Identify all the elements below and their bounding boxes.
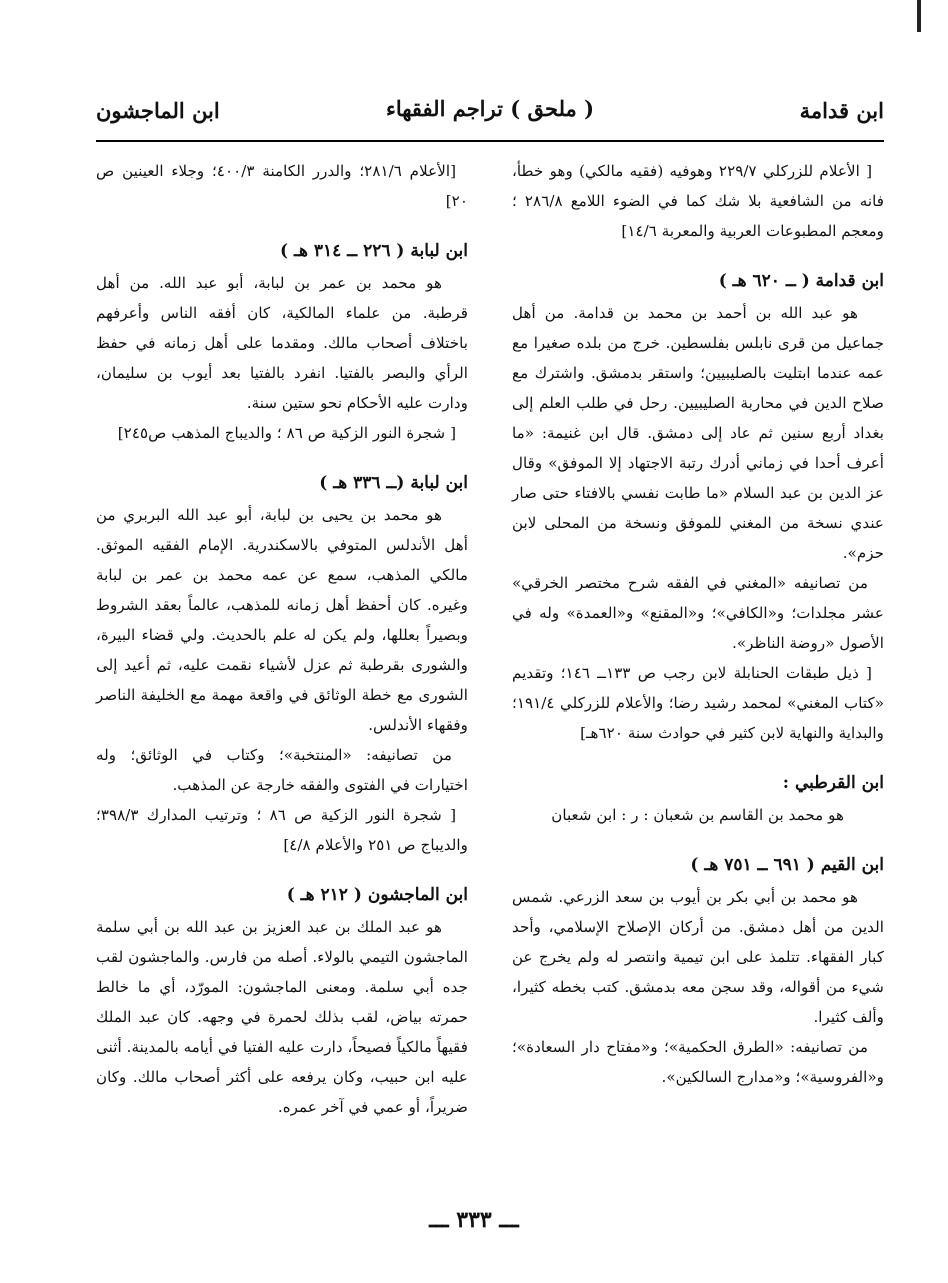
header-left-title: ابن الماجشون [96,98,220,123]
biography-paragraph: هو محمد بن يحيى بن لبابة، أبو عبد الله البربري من أهل الأندلس المتوفي بالاسكندرية. الإمام الفقيه الموثق. مالكي المذهب، سمع عن عمه محمد بن عمر بن لبابة وغيره. كان أحفظ أهل زمانه للمذهب، عالماً بعقد الشروط وبصيراً بعللها، ولم يكن له علم بالحديث. ولي قضاء البيرة، والشورى بقرطبة ثم عزل لأشياء نقمت عليه، ثم أعيد إلى الشورى مع خطة الوثائق في واقعة مهمة مع الخليفة الناصر وفقهاء الأندلس. [96,506,468,734]
entry-title: ابن القيم ( ٦٩١ ــ ٧٥١ هـ ) [690,855,884,875]
biography-paragraph: هو عبد الملك بن عبد العزيز بن عبد الله بن أبي سلمة الماجشون التيمي بالولاء. أصله من فارس. والماجشون لقب جده أبي سلمة. ومعنى الماجشون: المورّد، أي ما خالط حمرته بياض، لقب بذلك لحمرة في وجهه. كان عبد الملك فقيهاً مالكياً فصيحاً، دارت عليه الفتيا في أيامه بالمدينة. أثنى عليه ابن حبيب، وكان يرفعه على أكثر أصحاب مالك. وكان ضريراً، أو عمي في آخر عمره. [96,918,468,1116]
biography-paragraph: هو عبد الله بن أحمد بن محمد بن قدامة. من أهل جماعيل من قرى نابلس بفلسطين. خرج من بلده صغيرا مع عمه عندما ابتليت بالصليبيين؛ واستقر بدمشق. واشترك مع صلاح الدين في محاربة الصليبيين. رحل في طلب العلم إلى بغداد أربع سنين ثم عاد إلى دمشق. قال ابن غنيمة: «ما أعرف أحدا في زماني أدرك رتبة الاجتهاد إلا الموفق» وقال عز الدين بن عبد السلام «ما طابت نفسي بالافتاء حتى صار عندي نسخة من المغني للموفق ونسخة من المحلى لابن حزم». [512,304,884,562]
cross-reference: هو محمد بن القاسم بن شعبان : ر : ابن شعبان [551,806,844,824]
entry-title: ابن لبابة (ــ ٣٣٦ هـ ) [319,473,468,493]
reference-text: [ الأعلام للزركلي ٢٢٩/٧ وهوفيه (فقيه مالكي) وهو خطأ، فانه من الشافعية بلا شك كما في الضوء اللامع ٢٨٦/٨ ؛ ومعجم المطبوعات العربية والمعربة ١٤/٦] [512,162,884,240]
header-right-title: ابن قدامة [799,98,884,123]
header-divider [96,140,884,142]
entry-ibn-al-majishun [96,878,468,1122]
biography-paragraph: هو محمد بن عمر بن لبابة، أبو عبد الله. من أهل قرطبة. من علماء المالكية، كان أفقه الناس وأعرفهم باختلاف أصحاب مالك. ومقدما على أهل زمانه في حفظ الرأي والبصر بالفتيا. انفرد بالفتيا بعد أيوب بن سليمان، ودارت عليه الأحكام نحو ستين سنة. [96,274,468,412]
reference-text: [الأعلام ٢٨١/٦؛ والدرر الكامنة ٤٠٠/٣؛ وجلاء العينين ص ٢٠] [96,162,468,210]
header-center-title: ( ملحق ) تراجم الفقهاء [385,96,595,121]
entry-ibn-lubaba-1 [96,234,468,448]
left-column [96,156,468,1140]
entry-prev-ref [96,156,468,216]
scan-mark [917,0,921,32]
entry-prev-ref [512,156,884,246]
entry-ibn-qudama [512,264,884,748]
works-paragraph: من تصانيفه: «المنتخبة»؛ وكتاب في الوثائق؛ وله اختيارات في الفتوى والفقه خارجة عن المذهب. [96,746,468,794]
page-header [96,92,884,134]
entry-title: ابن الماجشون ( ٢١٢ هـ ) [286,885,468,905]
entry-ibn-al-qayyim [512,848,884,1092]
works-paragraph: من تصانيفه «المغني في الفقه شرح مختصر الخرقي» عشر مجلدات؛ و«الكافي»؛ و«المقنع» و«العمدة» وله في الأصول «روضة الناظر». [512,574,884,652]
entry-ibn-lubaba-2 [96,466,468,860]
page-number: ـــ ٣٣٣ ـــ [429,1207,519,1233]
entry-ibn-al-qurtubi [512,766,884,830]
reference-text: [ شجرة النور الزكية ص ٨٦ ؛ والديباج المذهب ص٢٤٥] [117,424,456,442]
right-column [512,156,884,1110]
biography-paragraph: هو محمد بن أبي بكر بن أيوب بن سعد الزرعي. شمس الدين من أهل دمشق. من أركان الإصلاح الإسلامي، وأحد كبار الفقهاء. تتلمذ على ابن تيمية وانتصر له ولم يخرج عن شيء من أقواله، وقد سجن معه بدمشق. كتب بخطه كثيرا، وألف كثيرا. [512,888,884,1026]
entry-title: ابن لبابة ( ٢٢٦ ــ ٣١٤ هـ ) [280,241,468,261]
works-paragraph: من تصانيفه: «الطرق الحكمية»؛ و«مفتاح دار السعادة»؛ و«الفروسية»؛ و«مدارج السالكين». [512,1038,884,1086]
entry-title: ابن قدامة ( ــ ٦٢٠ هـ ) [718,271,884,291]
reference-text: [ شجرة النور الزكية ص ٨٦ ؛ وترتيب المدارك ٣٩٨/٣؛ والديباج ص ٢٥١ والأعلام ٤/٨] [96,806,468,854]
reference-text: [ ذيل طبقات الحنابلة لابن رجب ص ١٣٣ــ ١٤٦؛ وتقديم «كتاب المغني» لمحمد رشيد رضا؛ والأعلام للزركلي ١٩١/٤؛ والبداية والنهاية لابن كثير في حوادث سنة ٦٢٠هـ] [512,664,884,742]
entry-title: ابن القرطبي : [782,773,884,793]
